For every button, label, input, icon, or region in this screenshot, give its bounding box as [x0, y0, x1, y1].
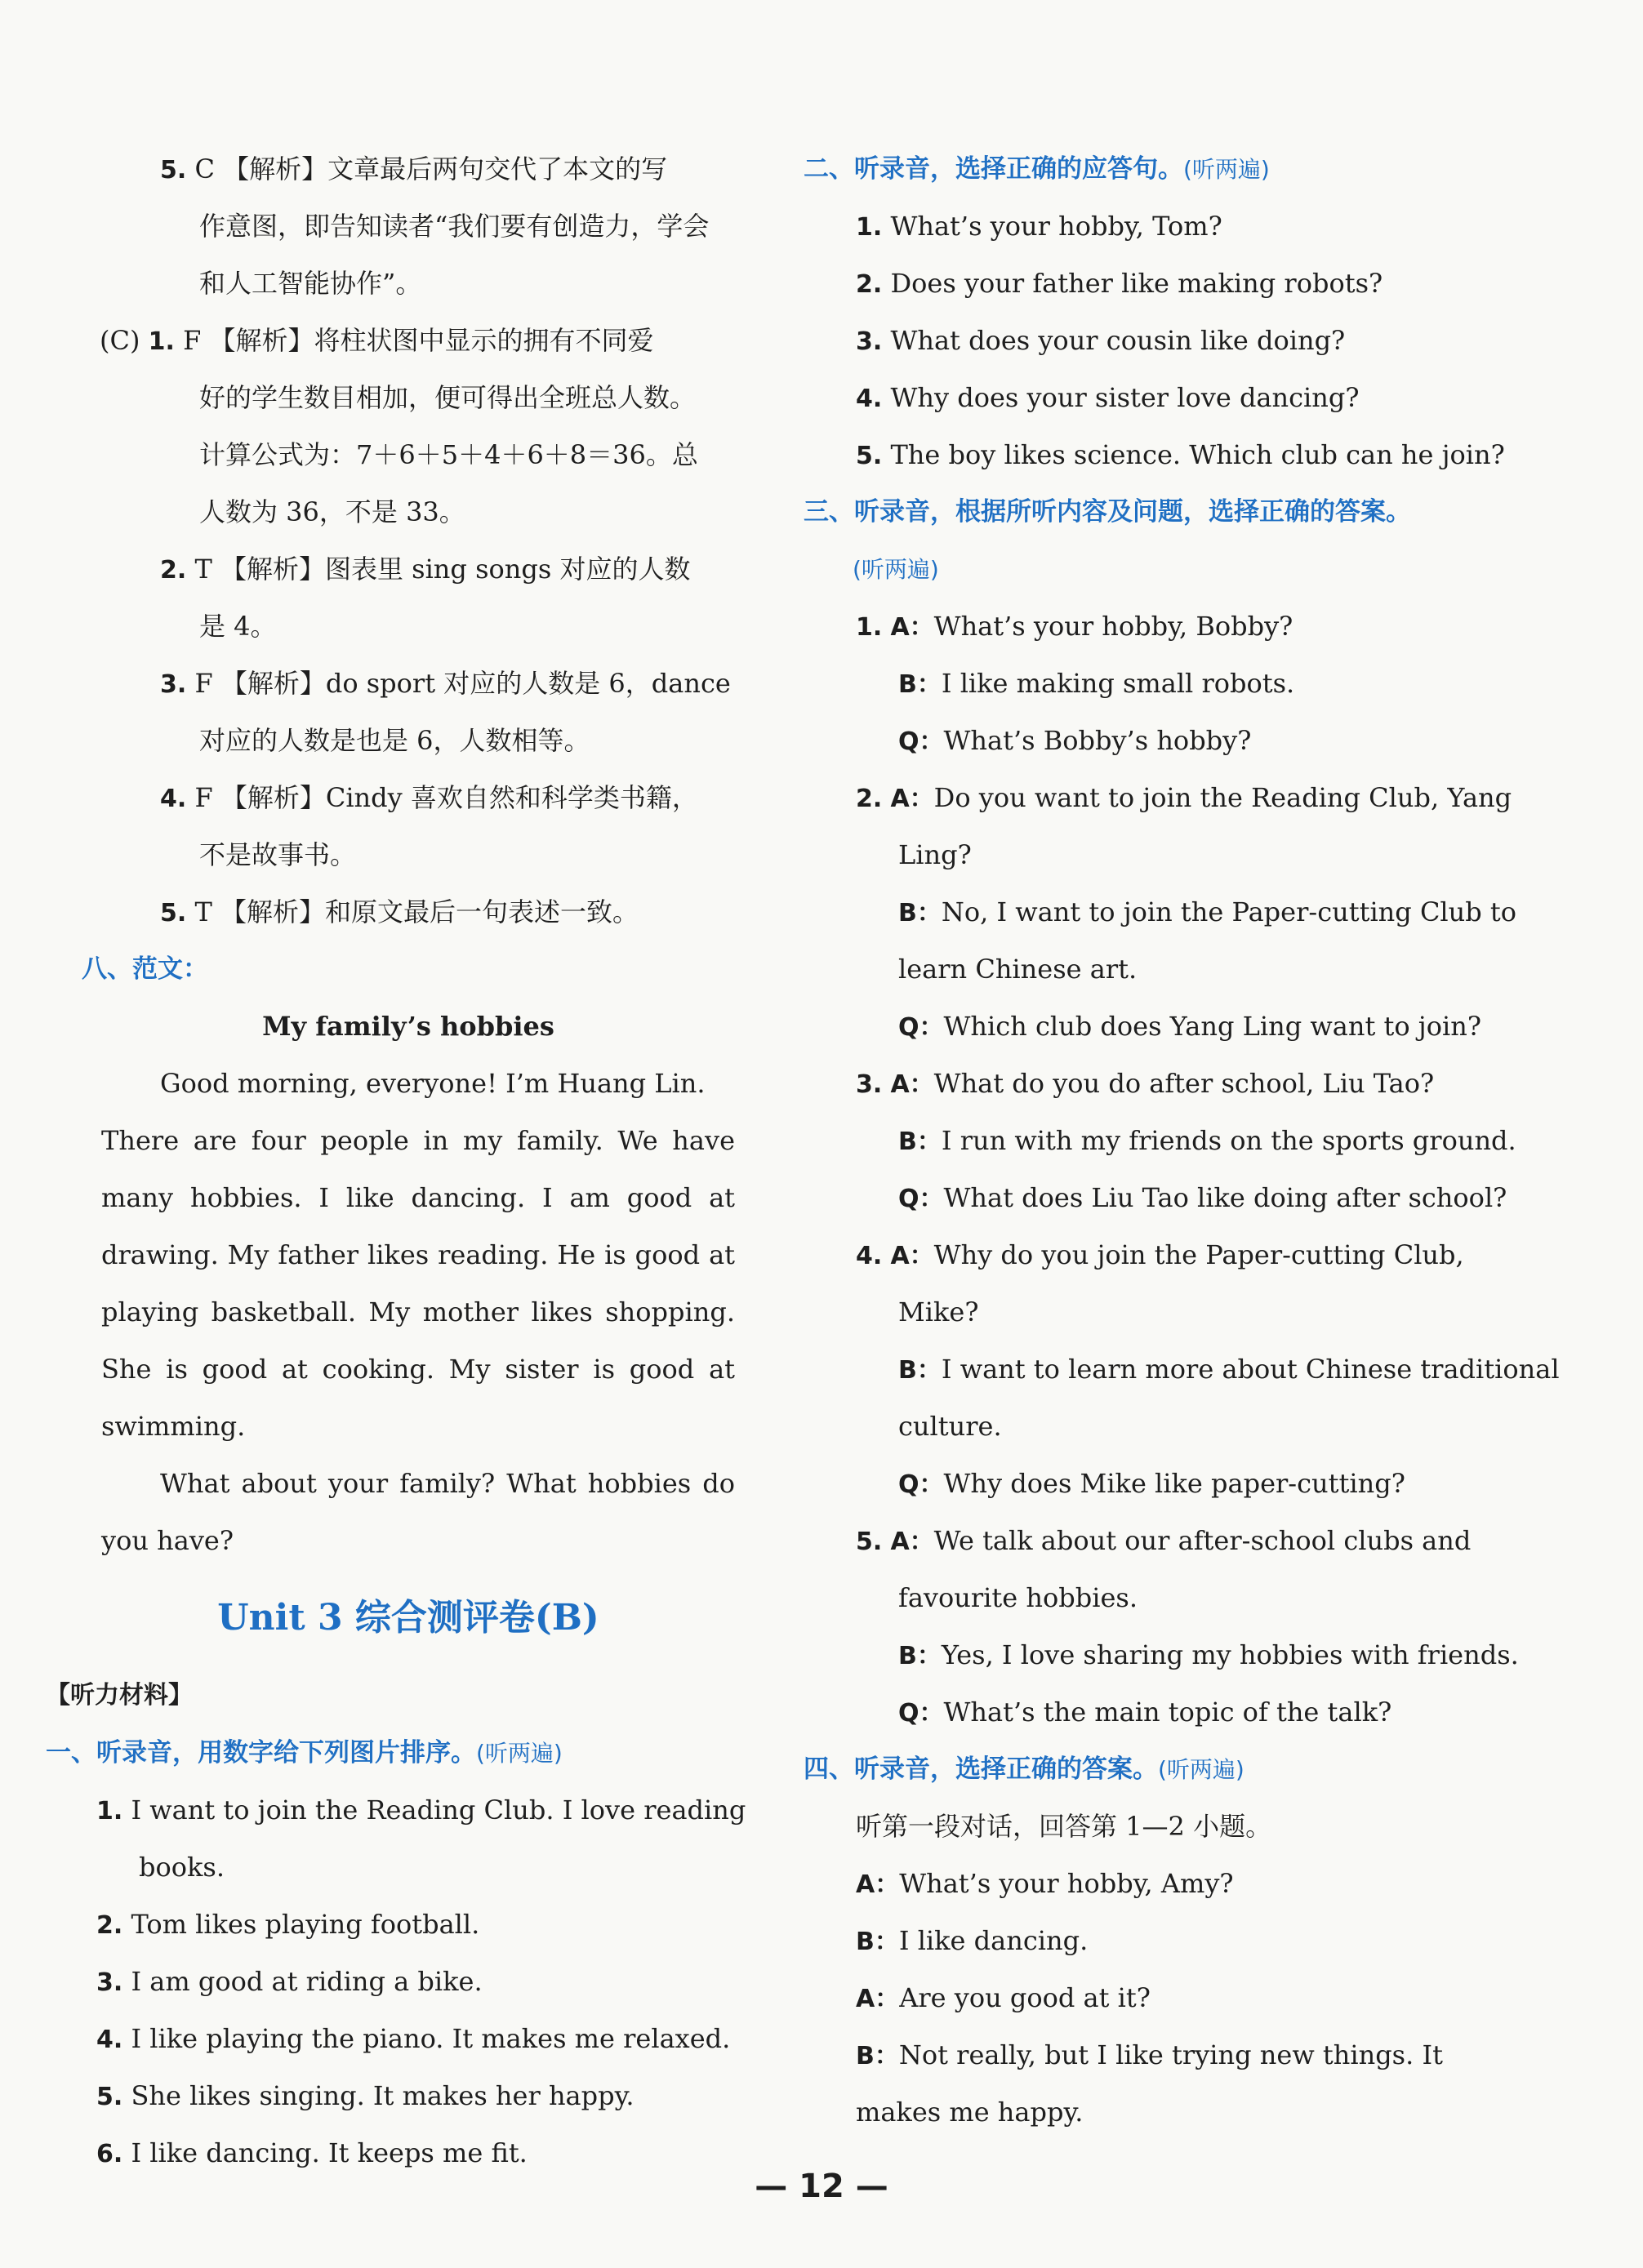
- essay-title: My family’s hobbies: [262, 1011, 554, 1042]
- left-column: [46, 140, 746, 2181]
- answer-line: 人数为 36，不是 33。: [199, 496, 465, 527]
- section-heading: 四、听录音，选择正确的答案。(听两遍): [804, 1754, 1244, 1784]
- essay-line: playing basketball. My mother likes shopping.: [101, 1296, 735, 1327]
- essay-line: She is good at cooking. My sister is good at: [101, 1354, 735, 1385]
- answer-line: 对应的人数是也是 6，人数相等。: [199, 725, 590, 756]
- dialog-line: makes me happy.: [856, 2097, 1084, 2128]
- dialog-line: 4. A：Why do you join the Paper-cutting Club,: [856, 1239, 1464, 1270]
- answer-line: 5. T 【解析】和原文最后一句表述一致。: [160, 896, 639, 927]
- essay-line: Good morning, everyone! I’m Huang Lin.: [160, 1068, 706, 1099]
- dialog-line: A：What’s your hobby, Amy?: [856, 1868, 1234, 1899]
- essay-line: you have?: [101, 1525, 234, 1556]
- answer-line: 计算公式为：7＋6＋5＋4＋6＋8＝36。总: [199, 439, 698, 470]
- essay-line: There are four people in my family. We have: [101, 1125, 735, 1156]
- answer-line: 5. C 【解析】文章最后两句交代了本文的写: [160, 153, 668, 185]
- section-heading: 八、范文：: [82, 954, 208, 984]
- list-item: 2. Does your father like making robots?: [856, 268, 1383, 299]
- list-item: 4. Why does your sister love dancing?: [856, 382, 1360, 413]
- dialog-line: Q：What’s the main topic of the talk?: [898, 1697, 1392, 1728]
- answer-line: 作意图，即告知读者“我们要有创造力，学会: [199, 211, 710, 242]
- answer-line: 3. F 【解析】do sport 对应的人数是 6，dance: [160, 668, 731, 699]
- right-column: [804, 140, 1560, 2141]
- section-heading: 二、听录音，选择正确的应答句。(听两遍): [804, 154, 1270, 184]
- essay-line: many hobbies. I like dancing. I am good at: [101, 1182, 735, 1213]
- page-number: — 12 —: [755, 2168, 888, 2205]
- dialog-line: B：I want to learn more about Chinese traditional: [898, 1354, 1560, 1385]
- list-item: 3. I am good at riding a bike.: [96, 1966, 483, 1997]
- dialog-line: Q：What’s Bobby’s hobby?: [898, 725, 1252, 756]
- answer-line: 好的学生数目相加，便可得出全班总人数。: [199, 382, 697, 413]
- dialog-line: Ling?: [898, 839, 972, 870]
- dialog-line: learn Chinese art.: [898, 954, 1138, 985]
- listening-label: 【听力材料】: [46, 1681, 193, 1710]
- dialog-line: B：I like dancing.: [856, 1925, 1089, 1956]
- instruction-line: 听第一段对话，回答第 1—2 小题。: [856, 1811, 1272, 1842]
- list-item: 3. What does your cousin like doing?: [856, 325, 1346, 356]
- answer-line: 是 4。: [199, 611, 277, 642]
- dialog-line: B：No, I want to join the Paper-cutting Club to: [898, 896, 1517, 927]
- dialog-line: Q：What does Liu Tao like doing after school?: [898, 1182, 1507, 1213]
- list-item: 1. What’s your hobby, Tom?: [856, 211, 1222, 242]
- dialog-line: A：Are you good at it?: [856, 1982, 1151, 2013]
- list-item: 5. She likes singing. It makes her happy.: [96, 2080, 634, 2111]
- list-item: 4. I like playing the piano. It makes me relaxed.: [96, 2023, 731, 2054]
- list-item: 2. Tom likes playing football.: [96, 1909, 480, 1940]
- answer-line: 4. F 【解析】Cindy 喜欢自然和科学类书籍，: [160, 782, 698, 813]
- section-heading: 三、听录音，根据所听内容及问题，选择正确的答案。: [804, 497, 1411, 527]
- list-item: 6. I like dancing. It keeps me fit.: [96, 2137, 528, 2168]
- list-item: 5. The boy likes science. Which club can he join?: [856, 439, 1505, 470]
- dialog-line: 1. A：What’s your hobby, Bobby?: [856, 611, 1293, 642]
- essay-line: What about your family? What hobbies do: [160, 1468, 735, 1499]
- essay-line: swimming.: [101, 1411, 246, 1442]
- dialog-line: Q：Which club does Yang Ling want to join?: [898, 1011, 1481, 1042]
- dialog-line: B：Not really, but I like trying new things. It: [856, 2039, 1443, 2070]
- dialog-line: B：I like making small robots.: [898, 668, 1295, 699]
- dialog-line: Q：Why does Mike like paper-cutting?: [898, 1468, 1405, 1499]
- answer-line: (C) 1. F 【解析】将柱状图中显示的拥有不同爱: [100, 325, 654, 356]
- answer-line: 2. T 【解析】图表里 sing songs 对应的人数: [160, 554, 691, 585]
- dialog-line: B：I run with my friends on the sports ground.: [898, 1125, 1516, 1156]
- answer-line: 和人工智能协作”。: [199, 268, 422, 299]
- dialog-line: B：Yes, I love sharing my hobbies with friends.: [898, 1639, 1519, 1670]
- dialog-line: culture.: [898, 1411, 1002, 1442]
- unit-title: Unit 3 综合测评卷(B): [217, 1597, 599, 1639]
- section-note: (听两遍): [853, 556, 939, 583]
- list-item: books.: [139, 1852, 225, 1883]
- dialog-line: favourite hobbies.: [898, 1582, 1138, 1613]
- answer-line: 不是故事书。: [199, 839, 357, 870]
- dialog-line: 3. A：What do you do after school, Liu Tao?: [856, 1068, 1435, 1099]
- list-item: 1. I want to join the Reading Club. I love reading: [96, 1794, 746, 1826]
- dialog-line: 2. A：Do you want to join the Reading Club, Yang: [856, 782, 1512, 813]
- essay-line: drawing. My father likes reading. He is good at: [101, 1239, 735, 1270]
- dialog-line: 5. A：We talk about our after-school clubs and: [856, 1525, 1472, 1556]
- dialog-line: Mike?: [898, 1296, 979, 1327]
- section-heading: 一、听录音，用数字给下列图片排序。(听两遍): [46, 1738, 563, 1768]
